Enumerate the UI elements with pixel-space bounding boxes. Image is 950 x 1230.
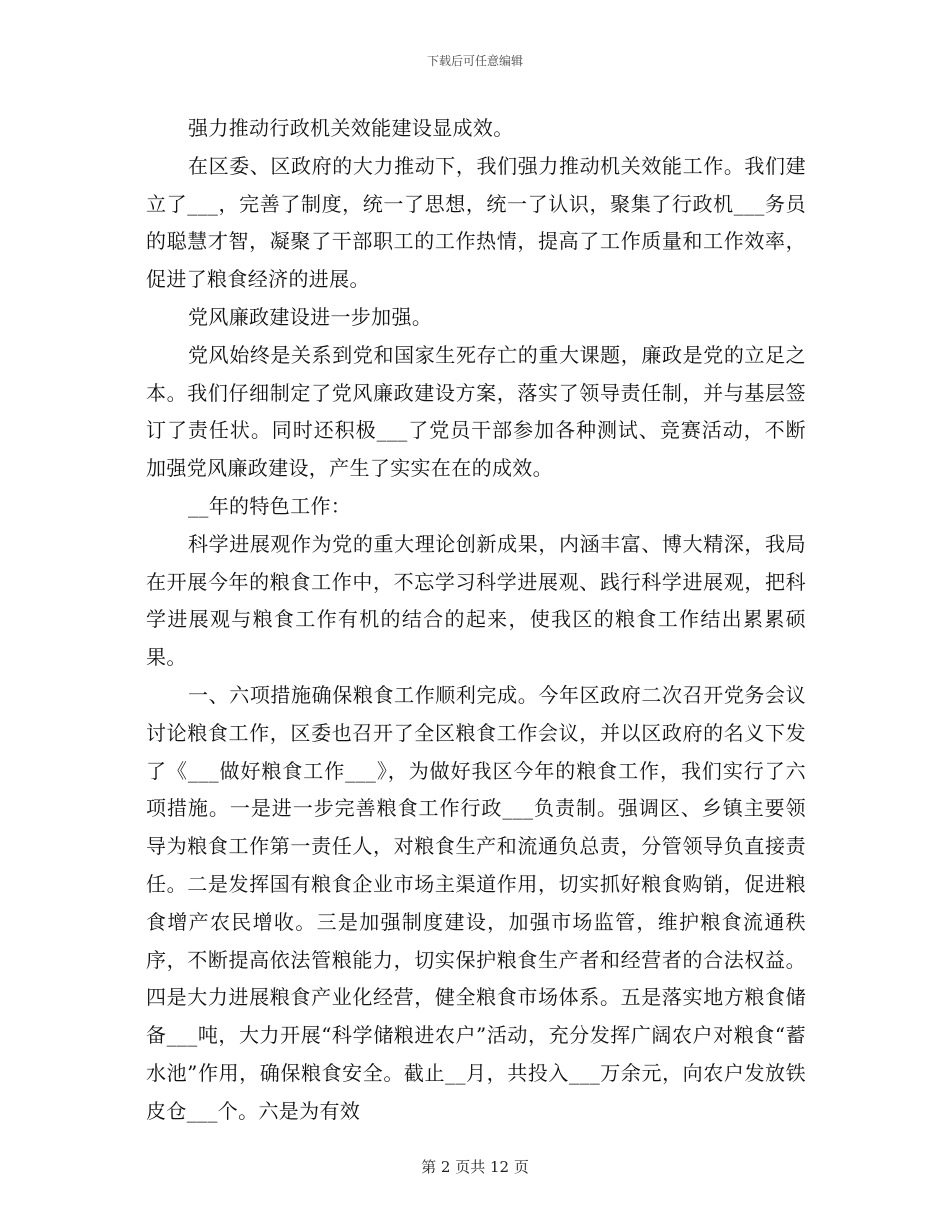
paragraph-party-conduct: 党风始终是关系到党和国家生死存亡的重大课题，廉政是党的立足之本。我们仔细制定了党风廉政建设方案，落实了领导责任制，并与基层签订了责任状。同时还积极___了党员干部参加各种测试、竞赛活动，不断加强党风廉政建设，产生了实实在在的成效。 — [146, 342, 806, 481]
paragraph-scientific-outlook: 科学进展观作为党的重大理论创新成果，内涵丰富、博大精深，我局在开展今年的粮食工作中，不忘学习科学进展观、践行科学进展观，把科学进展观与粮食工作有机的结合的起来，使我区的粮食工作结出累累硕果。 — [146, 531, 806, 670]
page-header: 下载后可任意编辑 — [426, 54, 523, 68]
page-number: 第 2 页共 12 页 — [421, 1158, 529, 1176]
paragraph-six-measures: 一、六项措施确保粮食工作顺利完成。今年区政府二次召开党务会议讨论粮食工作，区委也召开了全区粮食工作会议，并以区政府的名义下发了《___做好粮食工作___》，为做好我区今年的粮食工作，我们实行了六项措施。一是进一步完善粮食工作行政___负责制。强调区、乡镇主要领导为粮食工作第一责任人，对粮食生产和流通负总责，分管领导负直接责任。二是发挥国有粮食企业市场主渠道作用，切实抓好粮食购销，促进粮食增产农民增收。三是加强制度建设，加强市场监管，维护粮食流通秩序，不断提高依法管粮能力，切实保护粮食生产者和经营者的合法权益。四是大力进展粮食产业化经营，健全粮食市场体系。五是落实地方粮食储备___吨，大力开展“科学储粮进农户”活动，充分发挥广阔农户对粮食“蓄水池”作用，确保粮食安全。截止__月，共投入___万余元，向农户发放铁皮仓___个。六是为有效 — [146, 682, 806, 1123]
paragraph-efficiency: 在区委、区政府的大力推动下，我们强力推动机关效能工作。我们建立了___，完善了制度，统一了思想，统一了认识，聚集了行政机___务员的聪慧才智，凝聚了干部职工的工作热情，提高了工作质量和工作效率，促进了粮食经济的进展。 — [146, 153, 806, 292]
section-heading-party-conduct: 党风廉政建设进一步加强。 — [188, 304, 433, 329]
document-body — [146, 110, 806, 1131]
section-heading-special-work: __年的特色工作： — [188, 493, 352, 518]
section-heading-efficiency: 强力推动行政机关效能建设显成效。 — [188, 116, 514, 140]
